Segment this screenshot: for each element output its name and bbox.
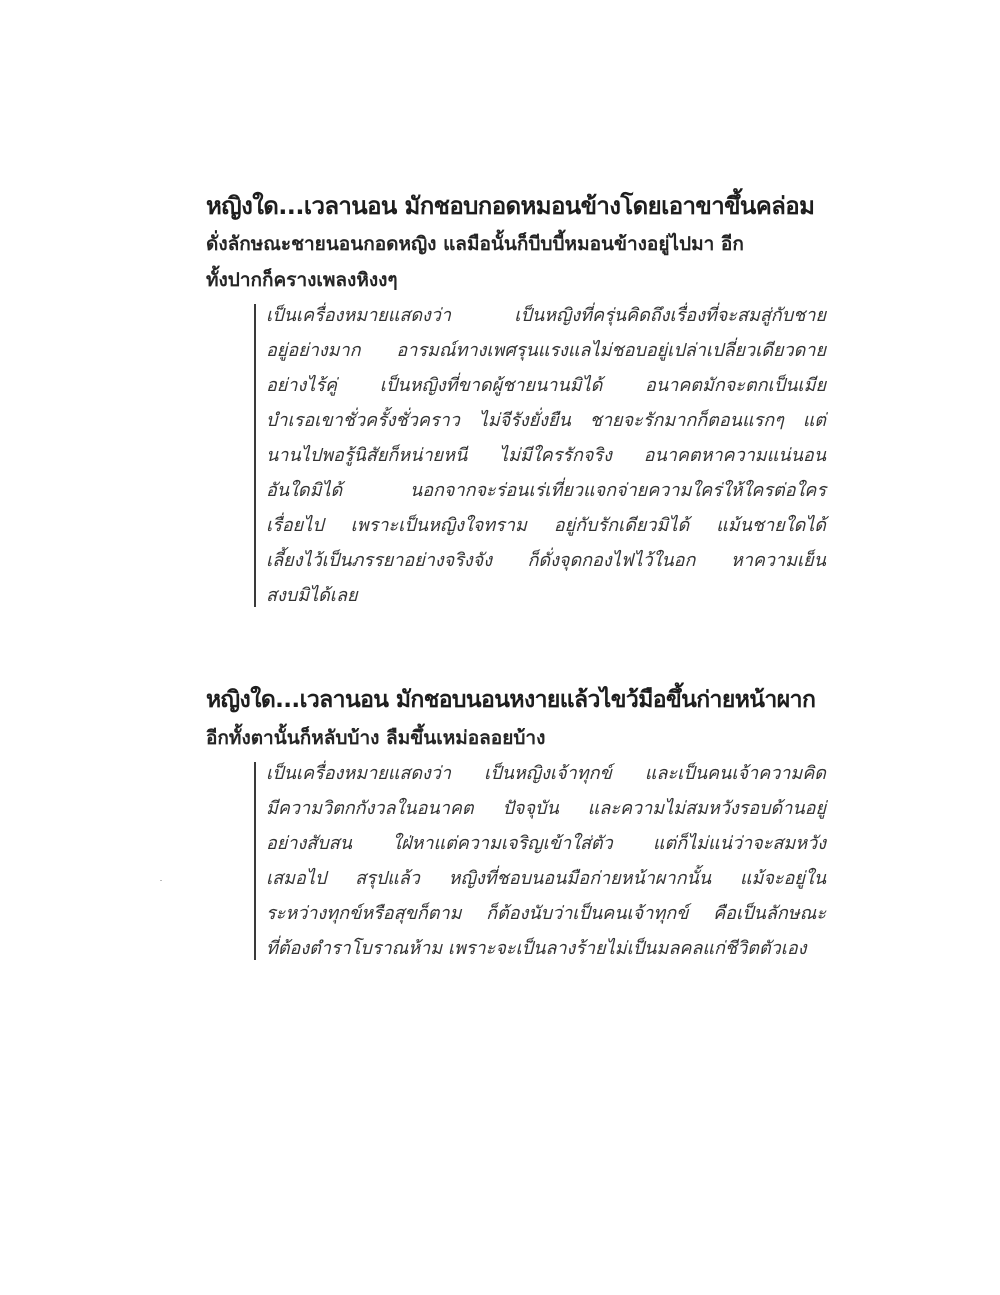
subheading-line: อีกทั้งตานั้นก็หลับบ้าง ลืมขึ้นเหม่อลอยบ้าง [206,727,546,749]
section-hug-pillow [206,186,826,613]
explanation-line: เลี้ยงไว้เป็นภรรยาอย่างจริงจัง ก็ดั่งจุดกองไฟไว้ในอก หาความเย็น [266,550,826,571]
explanation-line: เป็นเครื่องหมายแสดงว่า เป็นหญิงที่ครุ่นคิดถึงเรื่องที่จะสมสู่กับชาย [266,305,826,326]
explanation-line: ระหว่างทุกข์หรือสุขก็ตาม ก็ต้องนับว่าเป็นคนเจ้าทุกข์ คือเป็นลักษณะ [266,903,826,924]
explanation-line: ที่ต้องตำราโบราณห้าม เพราะจะเป็นลางร้ายไม่เป็นมลคลแก่ชีวิตตัวเอง [266,938,807,959]
section-heading: หญิงใด...เวลานอน มักชอบนอนหงายแล้วไขว้มือขึ้นก่ายหน้าผาก [206,687,816,713]
explanation-line: มีความวิตกกังวลในอนาคต ปัจจุบัน และความไม่สมหวังรอบด้านอยู่ [266,798,826,819]
explanation-line: อย่างไร้คู่ เป็นหญิงที่ขาดผู้ชายนานมิได้ อนาคตมักจะตกเป็นเมีย [266,375,826,396]
explanation-line: เสมอไป สรุปแล้ว หญิงที่ชอบนอนมือก่ายหน้าผากนั้น แม้จะอยู่ใน [266,868,826,889]
explanation-line: อันใดมิได้ นอกจากจะร่อนเร่เที่ยวแจกจ่ายความใคร่ให้ใครต่อใคร [266,480,826,501]
subheading-line: ดั่งลักษณะชายนอนกอดหญิง แลมือนั้นก็บีบบี้หมอนข้างอยู่ไปมา อีก [206,233,744,255]
margin-rule [254,304,256,607]
explanation-line: นานไปพอรู้นิสัยก็หน่ายหนี ไม่มีใครรักจริง อนาคตหาความแน่นอน [266,445,826,466]
margin-rule [254,762,256,960]
section-subheading [206,226,826,298]
explanation-line: อย่างสับสน ใฝ่หาแต่ความเจริญเข้าใส่ตัว แต่ก็ไม่แน่ว่าจะสมหวัง [266,833,826,854]
explanation-block [254,298,826,613]
explanation-line: เรื่อยไป เพราะเป็นหญิงใจทราม อยู่กับรักเดียวมิได้ แม้นชายใดได้ [266,515,826,536]
section-hand-on-forehead [206,680,826,966]
subheading-line: ทั้งปากก็ครางเพลงหิงงๆ [206,269,398,291]
explanation-line: เป็นเครื่องหมายแสดงว่า เป็นหญิงเจ้าทุกข์ และเป็นคนเจ้าความคิด [266,763,826,784]
section-heading: หญิงใด...เวลานอน มักชอบกอดหมอนข้างโดยเอาขาขึ้นคล่อม [206,192,815,220]
explanation-line: บำเรอเขาชั่วครั้งชั่วคราว ไม่จีรังยั่งยืน ชายจะรักมากก็ตอนแรกๆ แต่ [266,410,826,431]
scan-speck [160,880,162,881]
explanation-line: สงบมิได้เลย [266,585,358,606]
explanation-line: อยู่อย่างมาก อารมณ์ทางเพศรุนแรงแลไม่ชอบอยู่เปล่าเปลี่ยวเดียวดาย [266,340,826,361]
section-subheading [206,720,826,756]
explanation-block [254,756,826,966]
